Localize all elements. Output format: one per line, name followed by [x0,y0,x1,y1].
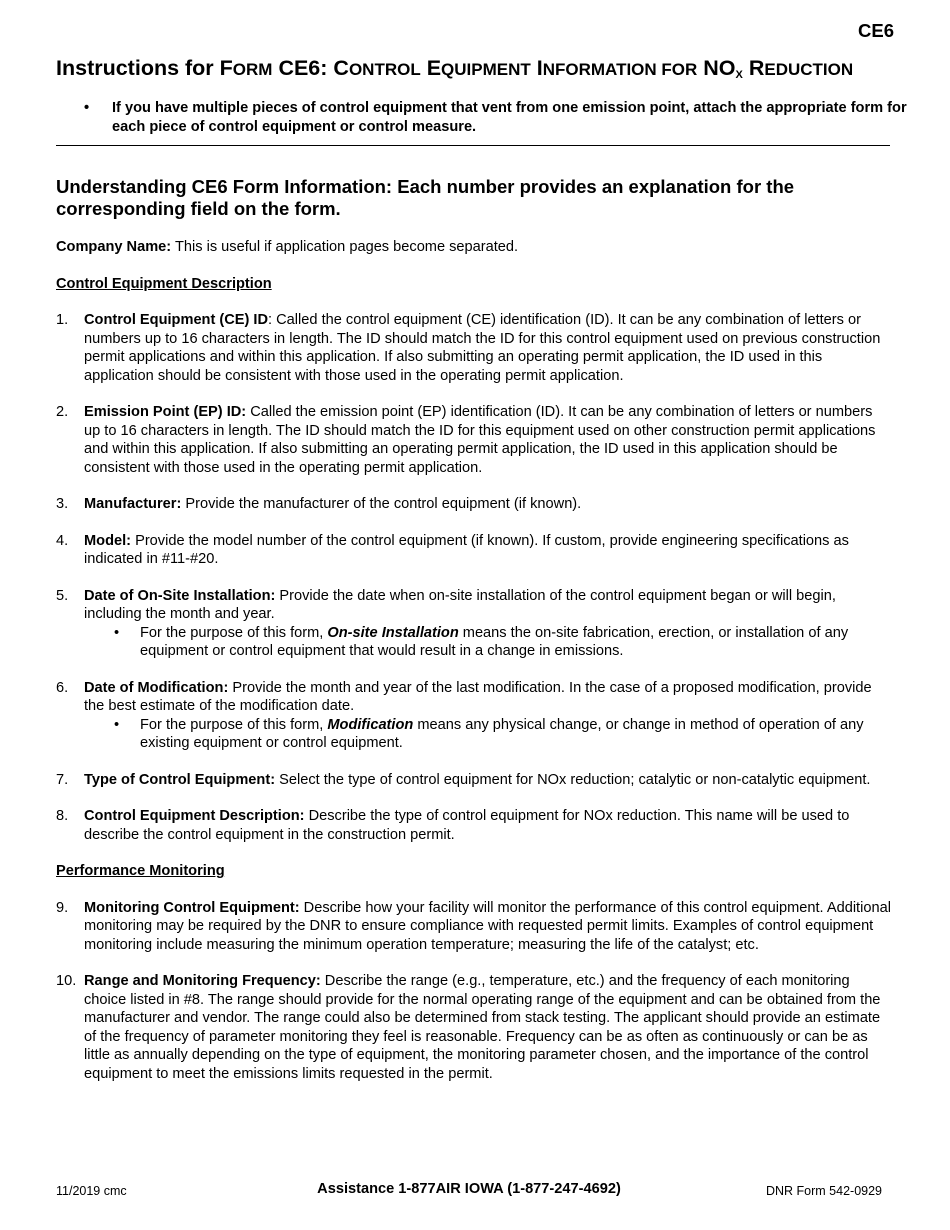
footer-assistance-phone: Assistance 1-877AIR IOWA (1-877-247-4692) [317,1181,621,1197]
section-performance-monitoring: Performance Monitoring [56,863,225,879]
defined-term: Modification [327,716,414,733]
instruction-item: 7. Type of Control Equipment: Select the type of control equipment for NOx reduction; catalytic or non-catalytic equipment. [56,771,871,788]
note-text: If you have multiple pieces of control equipment that vent from one emission point, attach the appropriate form for each piece of control equipment or control measure. [112,100,907,135]
instruction-item: 8. Control Equipment Description: Describe the type of control equipment for NOx reduction. This name will be used to describe the control equipment in the construction permit. [56,808,850,843]
instructions-body [56,176,892,1101]
instruction-item: 9. Monitoring Control Equipment: Describe how your facility will monitor the performance of this control equipment. Additional monitoring may be required by the DNR to ensure compliance with requested permit limits. Examples of control equipment monitoring include measuring the minimum operation temperature; measuring the life of the catalyst; etc. [56,899,891,953]
title-subscript: X [735,69,743,81]
bullet-icon: • [114,624,120,641]
bullet-icon: • [114,716,120,733]
understanding-heading: Understanding CE6 Form Information: Each number provides an explanation for the corresponding field on the form. [56,176,795,219]
instruction-item: 3. Manufacturer: Provide the manufacturer of the control equipment (if known). [56,496,582,512]
footer-form-number: DNR Form 542-0929 [765,1184,882,1198]
instruction-item: 6. Date of Modification: Provide the month and year of the last modification. In the case of a proposed modification, provide the best estimate of the modification date. • For the purpose of this form, Modification means any physical change, or change in method of operation of any existing equipment or control equipment. [56,679,892,753]
page-footer [56,1180,882,1200]
instruction-item: 5. Date of On-Site Installation: Provide the date when on-site installation of the control equipment began or will begin, including the month and year. • For the purpose of this form, On-site Installation means the on-site fabrication, erection, or installation of any equipment or control equipment that would result in a change in emissions. [56,587,892,661]
title-prefix: Instructions for [56,56,220,80]
definition-item: • For the purpose of this form, On-site Installation means the on-site fabrication, erection, or installation of any equipment or control equipment that would result in a change in emissions. [114,624,849,659]
company-name-label: Company Name: [56,239,172,255]
instruction-item: 1. Control Equipment (CE) ID: Called the control equipment (CE) identification (ID). It can be any combination of letters or numbers up to 16 characters in length. The ID should match the ID for this control equipment used on previous construction permit applications and within this application. If also submitting an operating permit application, the ID used in this application should be consistent with those used in the operating permit application. [56,312,881,384]
instruction-item: 2. Emission Point (EP) ID: Called the emission point (EP) identification (ID). It can be any combination of letters or numbers up to 16 characters in length. The ID should match the ID for this equipment used on other construction permit applications and within this application. If also submitting an operating permit application, the ID used in this application should be consistent with those used in the operating permit application. [56,404,876,476]
definition-item: • For the purpose of this form, Modification means any physical change, or change in method of operation of any existing equipment or control equipment. [114,716,864,751]
divider [56,145,890,146]
page-title: Instructions for FORM CE6: CONTROL EQUIPMENT INFORMATION FOR $NO_X$ REDUCTION [56,56,854,81]
footer-revision-date: 11/2019 cmc [56,1184,127,1198]
definition-list [84,716,892,753]
page-code: CE6 [858,20,894,41]
section-control-equipment-description: Control Equipment Description [56,275,272,292]
company-name-paragraph: Company Name: This is useful if application pages become separated. [56,239,519,255]
instruction-item: 10. Range and Monitoring Frequency: Describe the range (e.g., temperature, etc.) and the frequency of each monitoring choice listed in #8. The range should provide for the normal operating range of the equipment and can be obtained from the manufacturer and vendor. The range could also be determined from stack testing. The applicant should provide an estimate of the frequency of parameter monitoring they feel is reasonable. Frequency can be as often as continuously or can be as little as annually depending on the type of equipment, the monitoring parameter chosen, and the importance of the control equipment to meet the emissions limits requested in the permit. [56,973,881,1082]
defined-term: On-site Installation [327,624,459,641]
multiple-equipment-note [84,99,920,136]
bullet-icon: • [84,100,90,116]
instruction-item: 4. Model: Provide the model number of the control equipment (if known). If custom, provide engineering specifications as indicated in #11-#20. [56,532,849,567]
definition-list [84,624,892,661]
